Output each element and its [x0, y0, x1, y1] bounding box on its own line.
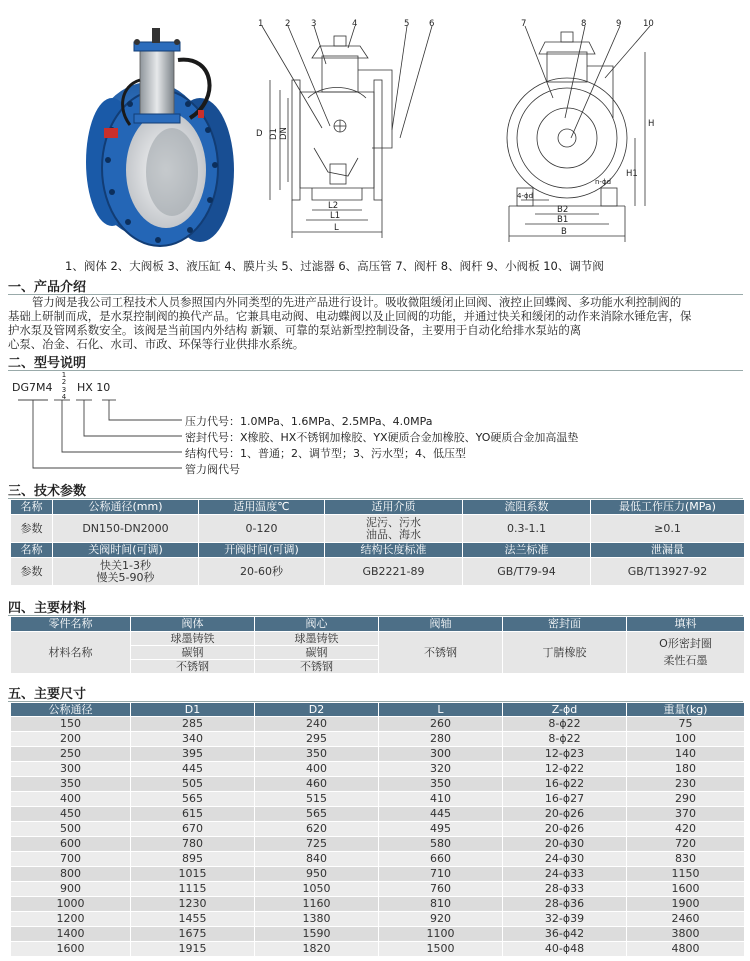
table-cell: GB/T79-94 — [463, 558, 591, 586]
table-cell: 1100 — [379, 927, 503, 942]
size-table — [10, 702, 745, 957]
table-cell: 515 — [255, 792, 379, 807]
table-cell: 100 — [627, 732, 745, 747]
table-cell: 24-ϕ30 — [503, 852, 627, 867]
table-cell: 840 — [255, 852, 379, 867]
table-cell: 780 — [131, 837, 255, 852]
callout-5: 5 — [404, 19, 410, 29]
table-row — [11, 747, 745, 762]
table-cell: 丁腈橡胶 — [503, 632, 627, 674]
table-cell: 660 — [379, 852, 503, 867]
parts-caption: 1、阀体 2、大阀板 3、液压缸 4、膜片头 5、过滤器 6、高压管 7、阀杆 8、阀杆 9、小阀板 10、调节阀 — [65, 259, 604, 273]
table-cell: D2 — [255, 703, 379, 717]
table-cell: 320 — [379, 762, 503, 777]
section-rule — [8, 370, 743, 371]
table-cell: ≥0.1 — [591, 515, 745, 543]
section-title-model: 二、型号说明 — [8, 356, 87, 371]
table-cell: 920 — [379, 912, 503, 927]
table-cell: 1600 — [627, 882, 745, 897]
callout-1: 1 — [258, 19, 264, 29]
table-cell: 球墨铸铁 — [255, 632, 378, 646]
table-cell: 1000 — [11, 897, 131, 912]
model-structure-code: 结构代号：1、普通；2、调节型；3、污水型；4、低压型 — [185, 447, 466, 460]
table-cell — [131, 632, 255, 674]
table-cell: 28-ϕ33 — [503, 882, 627, 897]
table-row — [11, 777, 745, 792]
table-cell: 1380 — [255, 912, 379, 927]
table-row — [11, 717, 745, 732]
table-cell: 重量(kg) — [627, 703, 745, 717]
dim-n-d: n-ϕd — [595, 178, 612, 186]
table-cell: 8-ϕ22 — [503, 717, 627, 732]
dim-L1: L1 — [330, 211, 341, 221]
table-cell: 开阀时间(可调) — [199, 543, 325, 558]
table-cell: 碳钢 — [255, 646, 378, 660]
packing-2: 柔性石墨 — [663, 654, 708, 667]
table-cell: 720 — [627, 837, 745, 852]
table-row — [11, 882, 745, 897]
table-cell: 零件名称 — [11, 617, 131, 632]
table-cell: 1150 — [627, 867, 745, 882]
table-cell: 350 — [379, 777, 503, 792]
section-title-intro: 一、产品介绍 — [8, 280, 87, 295]
table-cell: 28-ϕ36 — [503, 897, 627, 912]
table-cell: 结构长度标准 — [325, 543, 463, 558]
table-cell: 300 — [11, 762, 131, 777]
table-row — [11, 762, 745, 777]
table-cell: 75 — [627, 717, 745, 732]
callout-9: 9 — [616, 19, 622, 29]
table-cell: 公称通径(mm) — [53, 500, 199, 515]
table-row — [11, 617, 745, 632]
table-cell: 450 — [11, 807, 131, 822]
table-cell: 150 — [11, 717, 131, 732]
table-cell: 参数 — [11, 515, 53, 543]
table-cell — [627, 632, 745, 674]
table-cell: 阀体 — [131, 617, 255, 632]
table-cell: 16-ϕ22 — [503, 777, 627, 792]
table-cell: 名称 — [11, 543, 53, 558]
table-cell: D1 — [131, 703, 255, 717]
table-cell: 泥污、污水 油品、海水 — [325, 515, 463, 543]
valve-side-drawing — [252, 18, 442, 248]
table-cell: L — [379, 703, 503, 717]
table-row — [11, 837, 745, 852]
material-table — [10, 616, 745, 674]
table-cell: 620 — [255, 822, 379, 837]
table-cell: 830 — [627, 852, 745, 867]
table-cell: 24-ϕ33 — [503, 867, 627, 882]
table-cell: 不锈钢 — [131, 660, 254, 674]
table-cell: 615 — [131, 807, 255, 822]
callout-7: 7 — [521, 19, 527, 29]
table-cell: 250 — [11, 747, 131, 762]
table-cell: Z-ϕd — [503, 703, 627, 717]
table-cell: 230 — [627, 777, 745, 792]
model-prefix: DG7M4 — [12, 381, 53, 394]
table-cell: 20-60秒 — [199, 558, 325, 586]
table-row — [11, 792, 745, 807]
table-row — [11, 558, 745, 586]
table-cell: 球墨铸铁 — [131, 632, 254, 646]
table-cell: 395 — [131, 747, 255, 762]
table-cell: 36-ϕ42 — [503, 927, 627, 942]
table-cell: 20-ϕ30 — [503, 837, 627, 852]
table-cell: 400 — [11, 792, 131, 807]
table-row — [11, 732, 745, 747]
table-cell: 1400 — [11, 927, 131, 942]
table-cell: 505 — [131, 777, 255, 792]
callout-3: 3 — [311, 19, 317, 29]
table-cell: 12-ϕ23 — [503, 747, 627, 762]
table-cell: 290 — [627, 792, 745, 807]
table-cell: 1230 — [131, 897, 255, 912]
table-cell: 370 — [627, 807, 745, 822]
model-code-brackets — [10, 393, 190, 476]
table-cell: 关阀时间(可调) — [53, 543, 199, 558]
table-row — [11, 632, 745, 674]
valve-photo — [0, 0, 250, 255]
intro-line-2: 基础上研制而成，是水泵控制阀的换代产品。它兼具电动阀、电动蝶阀以及止回阀的功能，并通过快关和缓闭的动作来消除水锤危害，保 — [8, 309, 692, 323]
table-cell: 1820 — [255, 942, 379, 957]
table-cell: 名称 — [11, 500, 53, 515]
table-cell: 0.3-1.1 — [463, 515, 591, 543]
table-cell: 材料名称 — [11, 632, 131, 674]
table-cell: 1600 — [11, 942, 131, 957]
table-cell: 不锈钢 — [255, 660, 378, 674]
tech-param-table — [10, 499, 745, 586]
body-material-list — [131, 632, 254, 673]
table-cell: 20-ϕ26 — [503, 822, 627, 837]
table-cell: 快关1-3秒 慢关5-90秒 — [53, 558, 199, 586]
table-cell: 法兰标准 — [463, 543, 591, 558]
table-cell: 900 — [11, 882, 131, 897]
table-cell: 1160 — [255, 897, 379, 912]
table-cell — [255, 632, 379, 674]
dim-B: B — [561, 227, 567, 237]
table-row — [11, 867, 745, 882]
table-cell: 295 — [255, 732, 379, 747]
table-cell: 4800 — [627, 942, 745, 957]
table-row — [11, 927, 745, 942]
table-cell: 16-ϕ27 — [503, 792, 627, 807]
table-cell: 725 — [255, 837, 379, 852]
table-cell: 12-ϕ22 — [503, 762, 627, 777]
table-cell: 碳钢 — [131, 646, 254, 660]
model-seal-code: 密封代号：X橡胶、HX不锈钢加橡胶、YX硬质合金加橡胶、YO硬质合金加高温垫 — [185, 431, 579, 444]
table-cell: 填料 — [627, 617, 745, 632]
table-row — [11, 852, 745, 867]
table-cell: 600 — [11, 837, 131, 852]
dim-DN: DN — [279, 127, 289, 140]
table-cell: 1115 — [131, 882, 255, 897]
table-cell: 340 — [131, 732, 255, 747]
valve-front-drawing — [495, 18, 665, 248]
dim-D: D — [256, 129, 263, 139]
packing-1: O形密封圈 — [659, 637, 712, 650]
table-cell: 950 — [255, 867, 379, 882]
table-cell: 445 — [379, 807, 503, 822]
table-cell: 32-ϕ39 — [503, 912, 627, 927]
table-row — [11, 897, 745, 912]
dim-L2: L2 — [328, 201, 339, 211]
dim-B1: B1 — [557, 215, 569, 225]
table-cell: 1900 — [627, 897, 745, 912]
dim-4-d: 4-ϕd — [517, 192, 534, 200]
callout-10: 10 — [643, 19, 654, 29]
table-cell: 350 — [255, 747, 379, 762]
intro-line-4: 心泵、冶金、石化、水司、市政、环保等行业供排水系统。 — [8, 337, 305, 351]
table-row — [11, 807, 745, 822]
table-cell: 40-ϕ48 — [503, 942, 627, 957]
table-cell: GB/T13927-92 — [591, 558, 745, 586]
table-cell: 公称通径 — [11, 703, 131, 717]
table-cell: 适用温度℃ — [199, 500, 325, 515]
dim-D1: D1 — [269, 128, 279, 140]
table-cell: 460 — [255, 777, 379, 792]
table-cell: 不锈钢 — [379, 632, 503, 674]
callout-6: 6 — [429, 19, 435, 29]
section-title-material: 四、主要材料 — [8, 601, 87, 616]
table-cell: GB2221-89 — [325, 558, 463, 586]
table-cell: 阀心 — [255, 617, 379, 632]
table-cell: 140 — [627, 747, 745, 762]
table-row — [11, 543, 745, 558]
core-material-list — [255, 632, 378, 673]
table-cell: 20-ϕ26 — [503, 807, 627, 822]
model-stack-4: 4 — [61, 393, 67, 402]
table-row — [11, 500, 745, 515]
table-cell: 1050 — [255, 882, 379, 897]
table-cell: 400 — [255, 762, 379, 777]
table-cell: 8-ϕ22 — [503, 732, 627, 747]
dim-B2: B2 — [557, 205, 569, 215]
intro-line-1: 管力阀是我公司工程技术人员参照国内外同类型的先进产品进行设计。吸收微阻缓闭止回阀、液控止回蝶阀、多功能水利控制阀的 — [32, 295, 682, 309]
table-cell: 500 — [11, 822, 131, 837]
table-cell: 760 — [379, 882, 503, 897]
table-cell: 240 — [255, 717, 379, 732]
table-cell: 泄漏量 — [591, 543, 745, 558]
table-cell: 200 — [11, 732, 131, 747]
model-suffix: HX 10 — [77, 381, 111, 394]
table-cell: 流阻系数 — [463, 500, 591, 515]
table-cell: 2460 — [627, 912, 745, 927]
intro-paragraph — [8, 295, 743, 351]
table-cell: 280 — [379, 732, 503, 747]
table-cell: 300 — [379, 747, 503, 762]
table-cell: 410 — [379, 792, 503, 807]
table-cell: DN150-DN2000 — [53, 515, 199, 543]
table-cell: 180 — [627, 762, 745, 777]
table-cell: 1915 — [131, 942, 255, 957]
dim-H1: H1 — [626, 169, 638, 179]
table-cell: 适用介质 — [325, 500, 463, 515]
table-cell: 参数 — [11, 558, 53, 586]
table-row — [11, 912, 745, 927]
table-cell: 895 — [131, 852, 255, 867]
table-row — [11, 703, 745, 717]
section-title-tech: 三、技术参数 — [8, 484, 87, 499]
dim-H: H — [648, 119, 655, 129]
table-cell: 710 — [379, 867, 503, 882]
table-cell: 密封面 — [503, 617, 627, 632]
table-cell: 260 — [379, 717, 503, 732]
table-cell: 1015 — [131, 867, 255, 882]
table-cell: 800 — [11, 867, 131, 882]
callout-2: 2 — [285, 19, 291, 29]
table-cell: 1675 — [131, 927, 255, 942]
model-pressure-code: 压力代号：1.0MPa、1.6MPa、2.5MPa、4.0MPa — [185, 415, 433, 428]
table-cell: 445 — [131, 762, 255, 777]
table-cell: 495 — [379, 822, 503, 837]
table-cell: 1590 — [255, 927, 379, 942]
table-cell: 565 — [131, 792, 255, 807]
table-cell: 420 — [627, 822, 745, 837]
section-title-size: 五、主要尺寸 — [8, 687, 87, 702]
table-cell: 285 — [131, 717, 255, 732]
dim-L: L — [334, 223, 339, 233]
table-cell: 阀轴 — [379, 617, 503, 632]
table-cell: 1500 — [379, 942, 503, 957]
table-row — [11, 822, 745, 837]
table-cell: 565 — [255, 807, 379, 822]
model-valve-code: 管力阀代号 — [185, 463, 240, 476]
callout-8: 8 — [581, 19, 587, 29]
intro-line-3: 护水泵及管网系数安全。该阀是当前国内外结构 新颖、可靠的泵站新型控制设备，主要用于自动化给排水泵站的离 — [8, 323, 582, 337]
table-cell: 350 — [11, 777, 131, 792]
table-cell: 580 — [379, 837, 503, 852]
table-cell: 700 — [11, 852, 131, 867]
model-stack-3: 3 — [61, 385, 67, 394]
table-cell: 1200 — [11, 912, 131, 927]
table-cell: 670 — [131, 822, 255, 837]
table-cell: 1455 — [131, 912, 255, 927]
table-cell: 0-120 — [199, 515, 325, 543]
table-cell: 810 — [379, 897, 503, 912]
table-cell: 3800 — [627, 927, 745, 942]
model-stack-2: 2 — [61, 378, 67, 387]
model-stack-1: 1 — [61, 371, 67, 379]
table-cell: 最低工作压力(MPa) — [591, 500, 745, 515]
table-row — [11, 942, 745, 957]
table-row — [11, 515, 745, 543]
callout-4: 4 — [352, 19, 358, 29]
